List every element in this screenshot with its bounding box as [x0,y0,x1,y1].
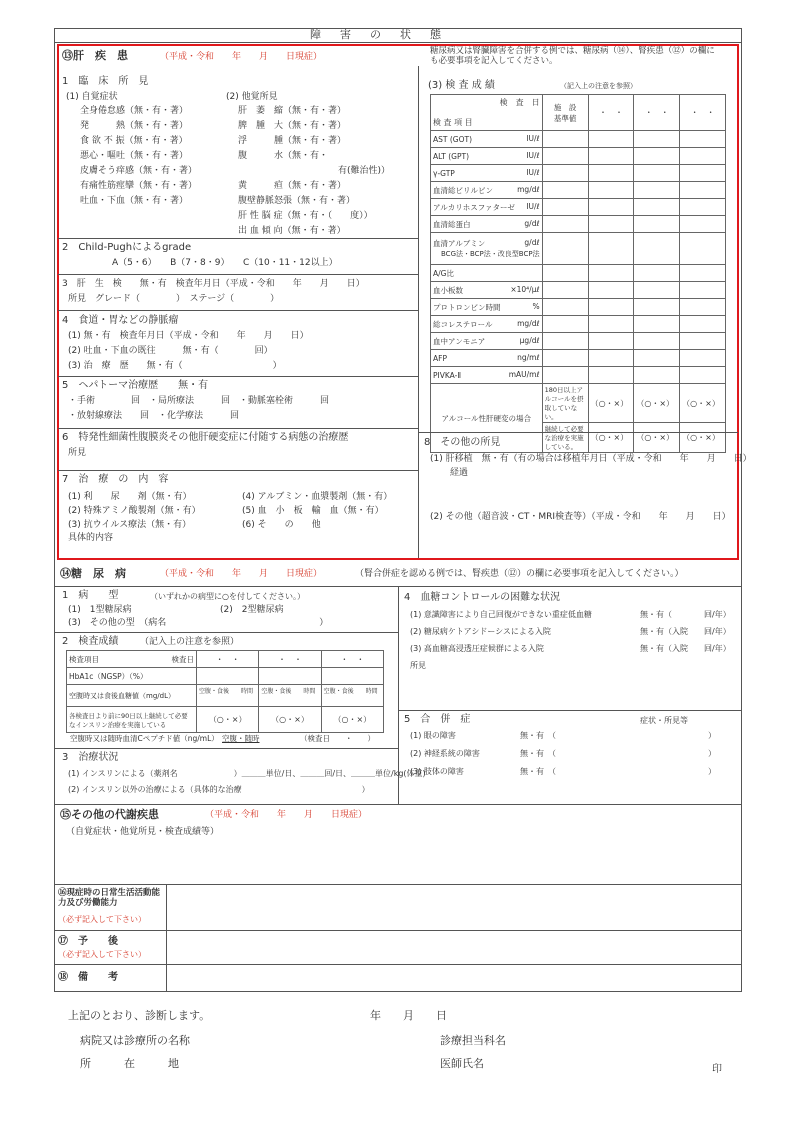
lab-name: 血小板数 [433,285,463,295]
lab-unit: mg/dℓ [517,184,540,194]
liver-s1-sub1: (1) 自覚症状 [66,92,118,102]
lab-name: AFP [433,353,447,363]
footer-dept: 診療担当科名 [440,1034,506,1047]
liver-s1-title: 1 臨 床 所 見 [62,76,149,87]
lab-name: 血清総蛋白 [433,219,471,229]
liver-s8-title: 8 その他の所見 [424,437,501,448]
liver-s2-title: 2 Child-Pughによるgrade [62,242,192,253]
dm-s1-title: 1 病 型 [62,590,119,601]
finding-item: 浮 腫（無・有・著） [238,136,347,146]
lab-name: 血清アルブミン [433,239,486,248]
finding-item: 脾 腫 大（無・有・著） [238,121,347,131]
liver-title: ⑬肝 疾 患 [62,49,128,62]
lab-row [431,199,726,216]
lab-row [431,350,726,367]
dm-s3-title: 3 治療状況 [62,752,119,763]
symptom-item: 全身倦怠感（無・有・著） [80,106,189,116]
lab-unit: μg/dℓ [519,335,540,345]
dm-s4-title: 4 血糖コントロールの困難な状況 [404,592,561,603]
dm-s4-l1: (1) 意識障害により自己回復ができない重症低血糖 [410,610,592,619]
liver-s4-l3: (3) 治 療 歴 無・有（ ） [68,361,282,371]
labs-head-item: 検 査 項 目 [433,118,473,127]
page-title: 障 害 の 状 態 [310,28,445,41]
dm-lab-table: 検査項目 検査日 ・ ・ ・ ・ ・ ・ HbA1c（NGSP）（%） 空腹時又は食後血糖値（mg/dL） 空腹・食後 時間 空腹・食後 時間 空腹・食後 時間 各検査日より前に90日以上継続して必要なインスリン治療を実施している （○・×） （○・×） （○・×） [66,650,384,733]
lab-row [431,333,726,350]
liver-s5-l2: ・放射線療法 回 ・化学療法 回 [68,411,240,421]
lab-name: A/G比 [433,268,454,278]
alcohol-r1: 180日以上アルコールを摂取していない。 [542,384,588,423]
liver-s6-title: 6 特発性細菌性腹膜炎その他肝硬変症に付随する病態の治療歴 [62,432,349,443]
other-title: ⑮その他の代謝疾患 [60,808,159,821]
lab-unit: g/dℓ [524,218,540,228]
dm-s5-l2: (2) 神経系統の障害 [410,749,480,758]
lab-row [431,165,726,182]
lab-unit: IU/ℓ [526,133,540,143]
diabetes-note: （腎合併症を認める例では、腎疾患（⑫）の欄に必要事項を記入してください。） [355,569,684,579]
treatment-item: (1) 利 尿 剤（無・有） [68,492,192,502]
treatment-item: (5) 血 小 板 輸 血（無・有） [242,506,384,516]
lab-unit: IU/ℓ [526,201,540,211]
footer-date: 年 月 日 [370,1009,447,1022]
lab-row [431,265,726,282]
lab-name: アルカリホスファターゼ [433,202,515,212]
other-date: （平成・令和 年 月 日現症） [205,810,368,820]
dm-s5-hint: 症状・所見等 [640,716,688,725]
dm-s2-r4c: （検査日 ・ ） [300,734,375,743]
dm-s2-title: 2 検査成績 [62,636,119,647]
dm-s5-v1: 無・有 （ ） [520,731,716,740]
dm-r2: 空腹時又は食後血糖値（mg/dL） [67,685,197,707]
labs-title: (3) 検 査 成 績 [428,80,495,91]
lab-name: プロトロンビン時間 [433,302,501,312]
dm-s3-l2: (2) インスリン以外の治療による（具体的な治療 ） [68,785,370,794]
daily-title: ⑯現症時の日常生活活動能力及び労働能力 [58,888,161,908]
lab-row [431,367,726,384]
treatment-item: (4) アルブミン・血漿製剤（無・有） [242,492,393,502]
liver-s8-l1b: 経過 [450,468,469,478]
dm-r3: 各検査日より前に90日以上継続して必要なインスリン治療を実施している [67,707,197,733]
diabetes-date: （平成・令和 年 月 日現症） [160,569,323,579]
labs-head-std: 施 設 基準値 [542,95,588,131]
lab-name: ALT (GPT) [433,151,470,161]
lab-row: 血清アルブミン g/dℓ BCG法・BCP法・改良型BCP法 [431,233,726,265]
liver-s1-sub2: (2) 他覚所見 [226,92,278,102]
alcohol-label: アルコール性肝硬変の場合 [431,384,543,453]
dm-s4-v3: 無・有（入院 回/年） [640,644,731,653]
prognosis-req: （必ず記入して下さい） [58,950,146,959]
footer-hospital: 病院又は診療所の名称 [80,1034,190,1047]
liver-s5-title: 5 ヘパトーマ治療歴 無・有 [62,380,209,391]
dm-s3-l1: (1) インスリンによる（薬剤名 ）＿＿＿単位/日、＿＿＿回/日、＿＿＿単位/kg(体重) [68,769,426,778]
labs-note: （記入上の注意を参照） [560,82,637,90]
remarks-title: ⑱ 備 考 [58,972,118,983]
lab-name: PIVKA-Ⅱ [433,370,462,380]
lab-unit: ×10⁴/μℓ [510,284,540,294]
prognosis-title: ⑰ 予 後 [58,936,118,947]
lab-name: 総コレステロール [433,319,493,329]
symptom-item: 食 欲 不 振（無・有・著） [80,136,188,146]
dm-s2-hint: （記入上の注意を参照） [140,637,240,647]
dm-s5-l1: (1) 眼の障害 [410,731,456,740]
symptom-item: 悪心・嘔吐（無・有・著） [80,151,189,161]
finding-item: 肝 性 脳 症（無・有・（ 度）） [238,211,373,221]
finding-item: 出 血 傾 向（無・有・著） [238,226,346,236]
dm-s2-r4b: 空腹・随時 [222,734,260,743]
liver-s4-l1: (1) 無・有 検査年月日（平成・令和 年 月 日） [68,331,309,341]
liver-s5-l1: ・手術 回 ・局所療法 回 ・動脈塞栓術 回 [68,396,330,406]
liver-note: 糖尿病又は腎臓障害を合併する例では、糖尿病（⑭）、腎疾患（⑫）の欄にも必要事項を記入してください。 [430,46,715,66]
lab-unit: IU/ℓ [526,150,540,160]
dm-head-item: 検査項目 [69,654,99,664]
lab-unit: % [532,301,540,311]
liver-s2-options: A（5・6） B（7・8・9） C（10・11・12以上） [112,258,338,268]
liver-s8-l2: (2) その他（超音波・CT・MRI検査等）（平成・令和 年 月 日） [430,512,731,522]
lab-row [431,182,726,199]
lab-name: AST (GOT) [433,134,473,144]
dm-s1-o2: (2) 2型糖尿病 [220,605,284,615]
lab-unit: mg/dℓ [517,318,540,328]
lab-unit: ng/mℓ [517,352,540,362]
treatment-item: (6) そ の 他 [242,520,321,530]
lab-row [431,316,726,333]
lab-unit: mAU/mℓ [508,369,540,379]
dm-s4-l3: (3) 高血糖高浸透圧症候群による入院 [410,644,544,653]
liver-s4-title: 4 食道・胃などの静脈瘤 [62,315,179,326]
dm-s4-v2: 無・有（入院 回/年） [640,627,731,636]
finding-item: 肝 萎 縮（無・有・著） [238,106,347,116]
dm-s1-hint: （いずれかの病型に○を付してください。） [150,592,305,601]
lab-name: 血中アンモニア [433,336,486,346]
symptom-item: 皮膚そう痒感（無・有・著） [80,166,198,176]
labs-head-date: 検 査 日 [499,98,540,107]
footer-doctor: 医師氏名 [440,1057,484,1070]
treatment-item: (3) 抗ウイルス療法（無・有） [68,520,192,530]
dm-s5-l3: (3) 肢体の障害 [410,767,464,776]
liver-s3-line2: 所見 グレード（ ） ステージ（ ） [68,294,280,304]
footer-line1: 上記のとおり、診断します。 [68,1009,211,1022]
liver-s7-title: 7 治 療 の 内 容 [62,474,169,485]
lab-row [431,216,726,233]
footer-address: 所 在 地 [80,1057,179,1070]
lab-name: γ-GTP [433,168,455,178]
dm-s5-v3: 無・有 （ ） [520,767,716,776]
symptom-item: 発 熱（無・有・著） [80,121,189,131]
treatment-item: (2) 特殊アミノ酸製剤（無・有） [68,506,201,516]
dm-s4-v1: 無・有（ 回/年） [640,610,731,619]
dm-r1: HbA1c（NGSP）（%） [67,668,197,685]
finding-item: 黄 疸（無・有・著） [238,181,347,191]
lab-row [431,131,726,148]
liver-date: （平成・令和 年 月 日現症） [160,52,323,62]
liver-s7-extra: 具体的内容 [68,533,114,543]
dm-s4-l2: (2) 糖尿病ケトアシドーシスによる入院 [410,627,551,636]
lab-results-table: 検 査 日 検 査 項 目 施 設 基準値 ・ ・ ・ ・ ・ ・ AST (GOT) IU/ℓ ALT (GPT) IU/ℓ γ-GTP IU/ℓ 血清総ビリルビン mg/dℓ アルカリホスファターゼ IU/ℓ 血清総蛋白 g/dℓ 血清アルブミン g/dℓ BCG法・BCP法・改良型BCP法 A/G比 血小板数 ×10⁴/μℓ プロトロンビン時間 % 総コレステロール mg/dℓ 血中アンモニア μg/dℓ AFP ng/mℓ PIVKA-Ⅱ mAU/mℓ アルコール性肝硬変の場合 180日以上アルコールを摂取していない。 （○・×） （○・×） （○・×） 継続して必要な治療を実施している。 （○・×） （○・×） （○・×） [430,94,726,453]
finding-item: 腹 水（無・有・ [238,151,329,161]
finding-item: 有(難治性)） [338,166,391,176]
liver-s8-l1: (1) 肝移植 無・有（有の場合は移植年月日（平成・令和 年 月 日） [430,454,752,464]
alcohol-r2: 継続して必要な治療を実施している。 [542,423,588,453]
liver-s3-title: 3 肝 生 検 無・有 検査年月日（平成・令和 年 月 日） [62,279,365,289]
liver-s4-l2: (2) 吐血・下血の既往 無・有（ 回） [68,346,273,356]
footer-seal: 印 [712,1064,722,1075]
lab-row [431,299,726,316]
diabetes-title: ⑭糖 尿 病 [60,567,126,580]
symptom-item: 有痛性筋痙攣（無・有・著） [80,181,198,191]
lab-unit: g/dℓ [524,238,540,247]
daily-req: （必ず記入して下さい） [58,915,146,924]
dm-s4-extra: 所見 [410,661,426,670]
lab-row [431,282,726,299]
dm-s1-o1: (1) 1型糖尿病 [68,605,132,615]
finding-item: 腹壁静脈怒張（無・有・著） [238,196,356,206]
lab-name: 血清総ビリルビン [433,185,493,195]
dm-s5-v2: 無・有 （ ） [520,749,716,758]
liver-s6-l1: 所見 [68,448,87,458]
lab-unit: IU/ℓ [526,167,540,177]
symptom-item: 吐血・下血（無・有・著） [80,196,189,206]
dm-s5-title: 5 合 併 症 [404,714,471,725]
dm-s2-r4: 空腹時又は随時血清Cペプチド値（ng/mL） [70,734,219,743]
dm-s1-o3: (3) その他の型 （病名 ） [68,618,329,628]
lab-row [431,148,726,165]
dm-head-date: 検査日 [171,654,194,664]
other-hint: （自覚症状・他覚所見・検査成績等） [66,827,220,837]
